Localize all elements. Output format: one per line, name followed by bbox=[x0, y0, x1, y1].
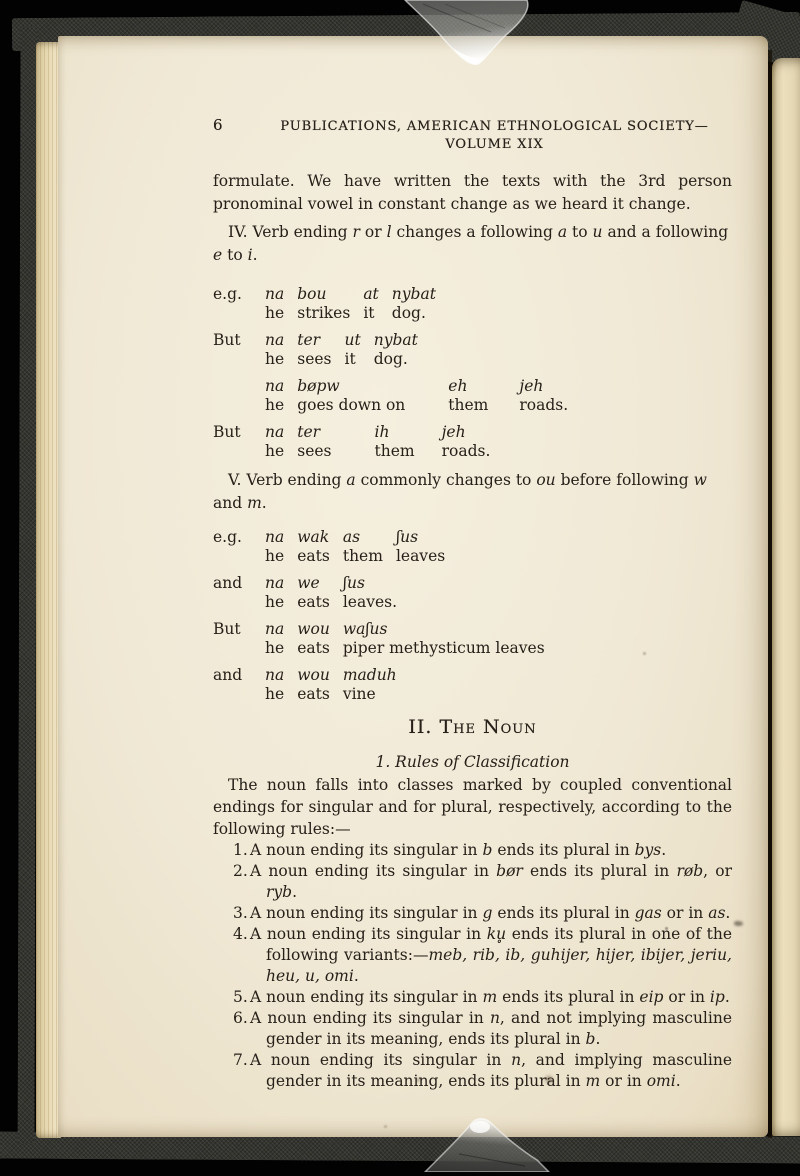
gloss-example-block bbox=[213, 574, 732, 612]
example-connector-label: But bbox=[213, 331, 241, 349]
native-word: jeh bbox=[519, 377, 544, 395]
gloss-translation: dog. bbox=[373, 350, 408, 368]
native-word: waʃus bbox=[342, 620, 388, 638]
gloss-translation: eats bbox=[297, 685, 330, 703]
gloss-example-block bbox=[213, 285, 732, 323]
examples-section-v bbox=[213, 528, 732, 704]
gloss-translation: them bbox=[374, 442, 415, 460]
native-word: ʃus bbox=[342, 574, 365, 592]
example-connector-label: and bbox=[213, 666, 243, 684]
running-title: PUBLICATIONS, AMERICAN ETHNOLOGICAL SOCIETY—VOLUME XIX bbox=[280, 119, 709, 152]
gloss-example-block bbox=[213, 528, 732, 566]
native-word: na bbox=[265, 285, 285, 303]
rule-text: A noun ending its singular in bør ends its plural in røb, or ryb. bbox=[250, 862, 733, 901]
native-word: bou bbox=[297, 285, 327, 303]
gloss-translation: leaves. bbox=[342, 593, 398, 611]
ink-blemish bbox=[734, 921, 743, 926]
gloss-translation: sees bbox=[297, 442, 332, 460]
gloss-example-block bbox=[213, 666, 732, 704]
rule-number: 4. bbox=[233, 925, 248, 943]
gloss-translation: he bbox=[265, 442, 285, 460]
verb-rule-v: V. Verb ending a commonly changes to ou before following w and m. bbox=[213, 471, 707, 512]
noun-rule-item bbox=[213, 861, 732, 903]
native-word: we bbox=[297, 574, 320, 592]
gloss-translation: he bbox=[265, 547, 285, 565]
gloss-translation: them bbox=[448, 396, 489, 414]
native-word: nybat bbox=[391, 285, 436, 303]
native-word: wou bbox=[297, 620, 330, 638]
gloss-translation: he bbox=[265, 685, 285, 703]
plastic-page-holder-bottom bbox=[413, 1114, 563, 1176]
rule-text: A noun ending its singular in g ends its plural in gas or in as. bbox=[250, 904, 731, 922]
noun-rule-item bbox=[213, 1008, 732, 1050]
gloss-translation: piper methysticum leaves bbox=[342, 639, 545, 657]
rule-number: 2. bbox=[233, 862, 248, 880]
native-word: at bbox=[363, 285, 379, 303]
example-connector-label: e.g. bbox=[213, 528, 242, 546]
gloss-translation: eats bbox=[297, 639, 330, 657]
native-word: as bbox=[342, 528, 361, 546]
gloss-translation: he bbox=[265, 396, 285, 414]
gloss-translation: he bbox=[265, 350, 285, 368]
page-number: 6 bbox=[213, 116, 223, 134]
gloss-translation: goes down on bbox=[297, 396, 406, 414]
gloss-translation: it bbox=[344, 350, 356, 368]
native-word: maduh bbox=[342, 666, 397, 684]
noun-rule-item bbox=[213, 924, 732, 987]
noun-rule-item bbox=[213, 840, 732, 861]
gloss-translation: he bbox=[265, 639, 285, 657]
native-word: ih bbox=[374, 423, 390, 441]
plastic-page-holder-top bbox=[393, 0, 533, 74]
example-connector-label: But bbox=[213, 423, 241, 441]
facing-page-edge bbox=[772, 58, 800, 1136]
gloss-translation: he bbox=[265, 304, 285, 322]
native-word: ter bbox=[297, 331, 321, 349]
book-page bbox=[58, 36, 768, 1137]
gloss-translation: strikes bbox=[297, 304, 351, 322]
rule-number: 6. bbox=[233, 1009, 248, 1027]
noun-rule-item bbox=[213, 1050, 732, 1092]
example-connector-label: But bbox=[213, 620, 241, 638]
verb-rule-iv: IV. Verb ending r or l changes a following a to u and a following e to i. bbox=[213, 223, 729, 264]
gloss-translation: dog. bbox=[391, 304, 426, 322]
gloss-example-block bbox=[213, 377, 732, 415]
examples-section-iv bbox=[213, 285, 732, 461]
example-connector-label: and bbox=[213, 574, 243, 592]
rule-number: 5. bbox=[233, 988, 248, 1006]
section-subheading: 1. Rules of Classification bbox=[375, 753, 570, 771]
running-header bbox=[213, 116, 732, 154]
rule-text: A noun ending its singular in b ends its plural in bys. bbox=[250, 841, 667, 859]
rule-text: A noun ending its singular in n, and implying masculine gender in its meaning, ends its plural in m or in omi. bbox=[250, 1051, 732, 1090]
native-word: na bbox=[265, 331, 285, 349]
native-word: na bbox=[265, 377, 285, 395]
native-word: nybat bbox=[373, 331, 418, 349]
rule-number: 1. bbox=[233, 841, 248, 859]
gloss-translation: leaves bbox=[395, 547, 446, 565]
noun-rule-item bbox=[213, 987, 732, 1008]
native-word: ut bbox=[344, 331, 361, 349]
native-word: ter bbox=[297, 423, 321, 441]
gloss-translation: them bbox=[342, 547, 383, 565]
section-heading: II. The Noun bbox=[408, 716, 537, 738]
native-word: jeh bbox=[441, 423, 466, 441]
book-cover-spine-edge bbox=[18, 27, 38, 1144]
rule-number: 7. bbox=[233, 1051, 248, 1069]
gloss-translation: eats bbox=[297, 593, 330, 611]
gloss-translation: it bbox=[363, 304, 375, 322]
gloss-translation: eats bbox=[297, 547, 330, 565]
noun-rule-item bbox=[213, 903, 732, 924]
native-word: na bbox=[265, 666, 285, 684]
gloss-translation: sees bbox=[297, 350, 332, 368]
gloss-translation: roads. bbox=[441, 442, 491, 460]
rule-text: A noun ending its singular in m ends its plural in eip or in ip. bbox=[250, 988, 730, 1006]
noun-rules-list bbox=[213, 840, 732, 1092]
native-word: bøpw bbox=[297, 377, 340, 395]
opening-paragraph: formulate. We have written the texts with the 3rd person pronominal vowel in constant change as we heard it change. bbox=[213, 172, 732, 213]
native-word: ʃus bbox=[395, 528, 419, 546]
native-word: na bbox=[265, 423, 285, 441]
ink-blemish bbox=[384, 1125, 387, 1128]
native-word: wou bbox=[297, 666, 330, 684]
gloss-example-block bbox=[213, 620, 732, 658]
gloss-translation: he bbox=[265, 593, 285, 611]
native-word: na bbox=[265, 620, 285, 638]
native-word: wak bbox=[297, 528, 330, 546]
example-connector-label: e.g. bbox=[213, 285, 242, 303]
printed-text-block bbox=[213, 116, 732, 1092]
gloss-example-block bbox=[213, 423, 732, 461]
rule-number: 3. bbox=[233, 904, 248, 922]
native-word: eh bbox=[448, 377, 468, 395]
rule-text: A noun ending its singular in ku̥ ends its plural in one of the following variants:—meb, rib, ib, guhijer, hijer, ibijer, jeriu, heu, u, omi. bbox=[250, 925, 732, 985]
noun-intro-paragraph: The noun falls into classes marked by coupled conventional endings for singular and for plural, respectively, according to the following rules:— bbox=[213, 776, 732, 838]
gloss-translation: roads. bbox=[519, 396, 569, 414]
gloss-translation: vine bbox=[342, 685, 376, 703]
native-word: na bbox=[265, 528, 285, 546]
native-word: na bbox=[265, 574, 285, 592]
rule-text: A noun ending its singular in n, and not implying masculine gender in its meaning, ends its plural in b. bbox=[250, 1009, 733, 1048]
gloss-example-block bbox=[213, 331, 732, 369]
example-connector-label bbox=[213, 377, 265, 415]
